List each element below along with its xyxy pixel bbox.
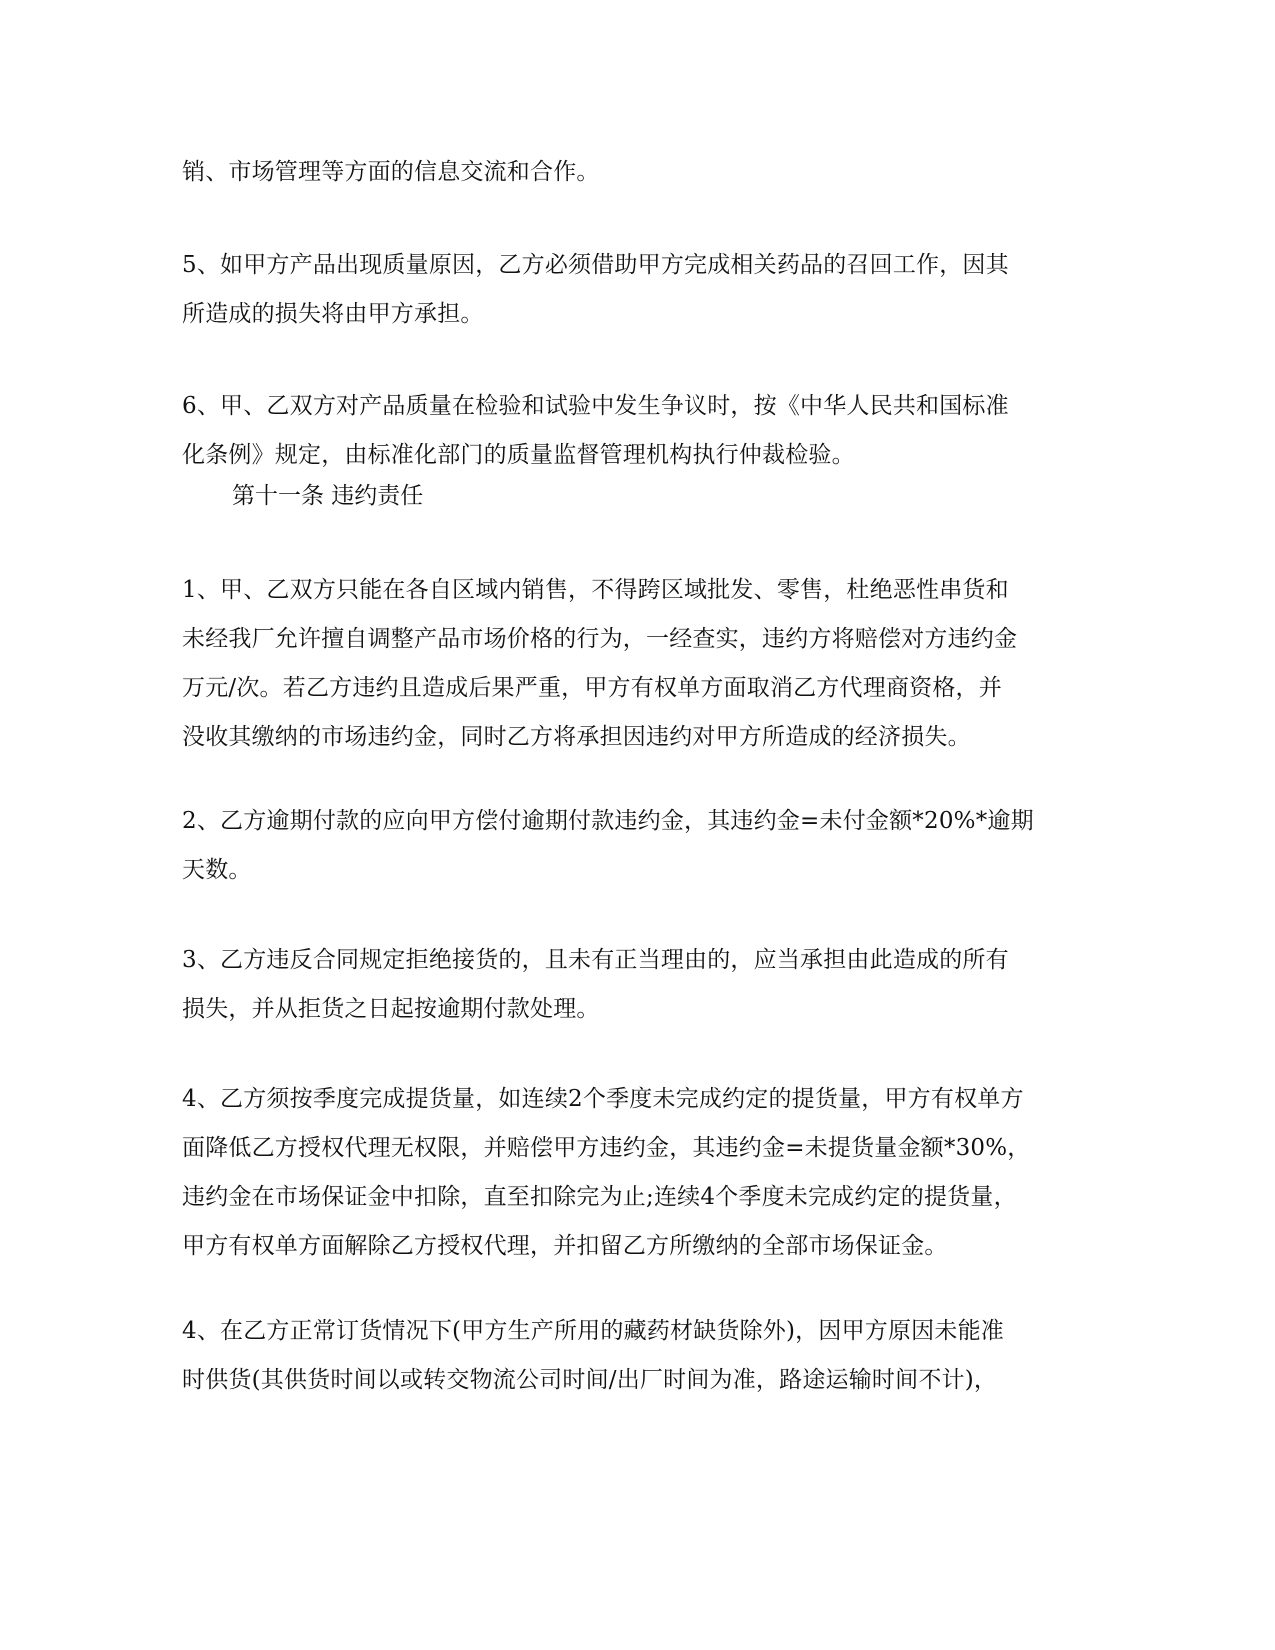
text-line: 违约金在市场保证金中扣除，直至扣除完为止;连续4个季度未完成约定的提货量， — [182, 1184, 1017, 1210]
text-line: 面降低乙方授权代理无权限，并赔偿甲方违约金，其违约金=未提货量金额*30%， — [182, 1135, 1031, 1161]
text-line: 未经我厂允许擅自调整产品市场价格的行为，一经查实，违约方将赔偿对方违约金 — [182, 626, 1018, 652]
paragraph-continuation — [182, 148, 1082, 197]
text-line: 5、如甲方产品出现质量原因，乙方必须借助甲方完成相关药品的召回工作，因其 — [182, 252, 1009, 278]
paragraph-liability-1 — [182, 566, 1082, 762]
paragraph-liability-2 — [182, 797, 1082, 895]
text-line: 天数。 — [182, 857, 252, 883]
text-line: 时供货(其供货时间以或转交物流公司时间/出厂时间为准，路途运输时间不计)， — [182, 1367, 998, 1393]
text-line: 损失，并从拒货之日起按逾期付款处理。 — [182, 996, 600, 1022]
text-line: 4、在乙方正常订货情况下(甲方生产所用的藏药材缺货除外)，因甲方原因未能准 — [182, 1318, 1004, 1344]
text-line: 没收其缴纳的市场违约金，同时乙方将承担因违约对甲方所造成的经济损失。 — [182, 724, 971, 750]
text-line: 甲方有权单方面解除乙方授权代理，并扣留乙方所缴纳的全部市场保证金。 — [182, 1233, 948, 1259]
paragraph-clause-5-recall — [182, 241, 1082, 339]
paragraph-clause-6-dispute — [182, 382, 1082, 480]
text-line: 化条例》规定，由标准化部门的质量监督管理机构执行仲裁检验。 — [182, 442, 855, 468]
section-heading: 第十一条 违约责任 — [232, 483, 424, 509]
paragraph-liability-3 — [182, 936, 1082, 1034]
paragraph-liability-4-supply — [182, 1307, 1082, 1405]
paragraph-liability-4-quarterly — [182, 1075, 1082, 1271]
text-line: 销、市场管理等方面的信息交流和合作。 — [182, 159, 600, 185]
text-line: 万元/次。若乙方违约且造成后果严重，甲方有权单方面取消乙方代理商资格，并 — [182, 675, 1002, 701]
text-line: 6、甲、乙双方对产品质量在检验和试验中发生争议时，按《中华人民共和国标准 — [182, 393, 1009, 419]
text-line: 4、乙方须按季度完成提货量，如连续2个季度未完成约定的提货量，甲方有权单方 — [182, 1086, 1024, 1112]
text-line: 所造成的损失将由甲方承担。 — [182, 301, 484, 327]
text-line: 3、乙方违反合同规定拒绝接货的，且未有正当理由的，应当承担由此造成的所有 — [182, 947, 1009, 973]
text-line: 1、甲、乙双方只能在各自区域内销售，不得跨区域批发、零售，杜绝恶性串货和 — [182, 577, 1009, 603]
text-line: 2、乙方逾期付款的应向甲方偿付逾期付款违约金，其违约金=未付金额*20%*逾期 — [182, 808, 1034, 834]
